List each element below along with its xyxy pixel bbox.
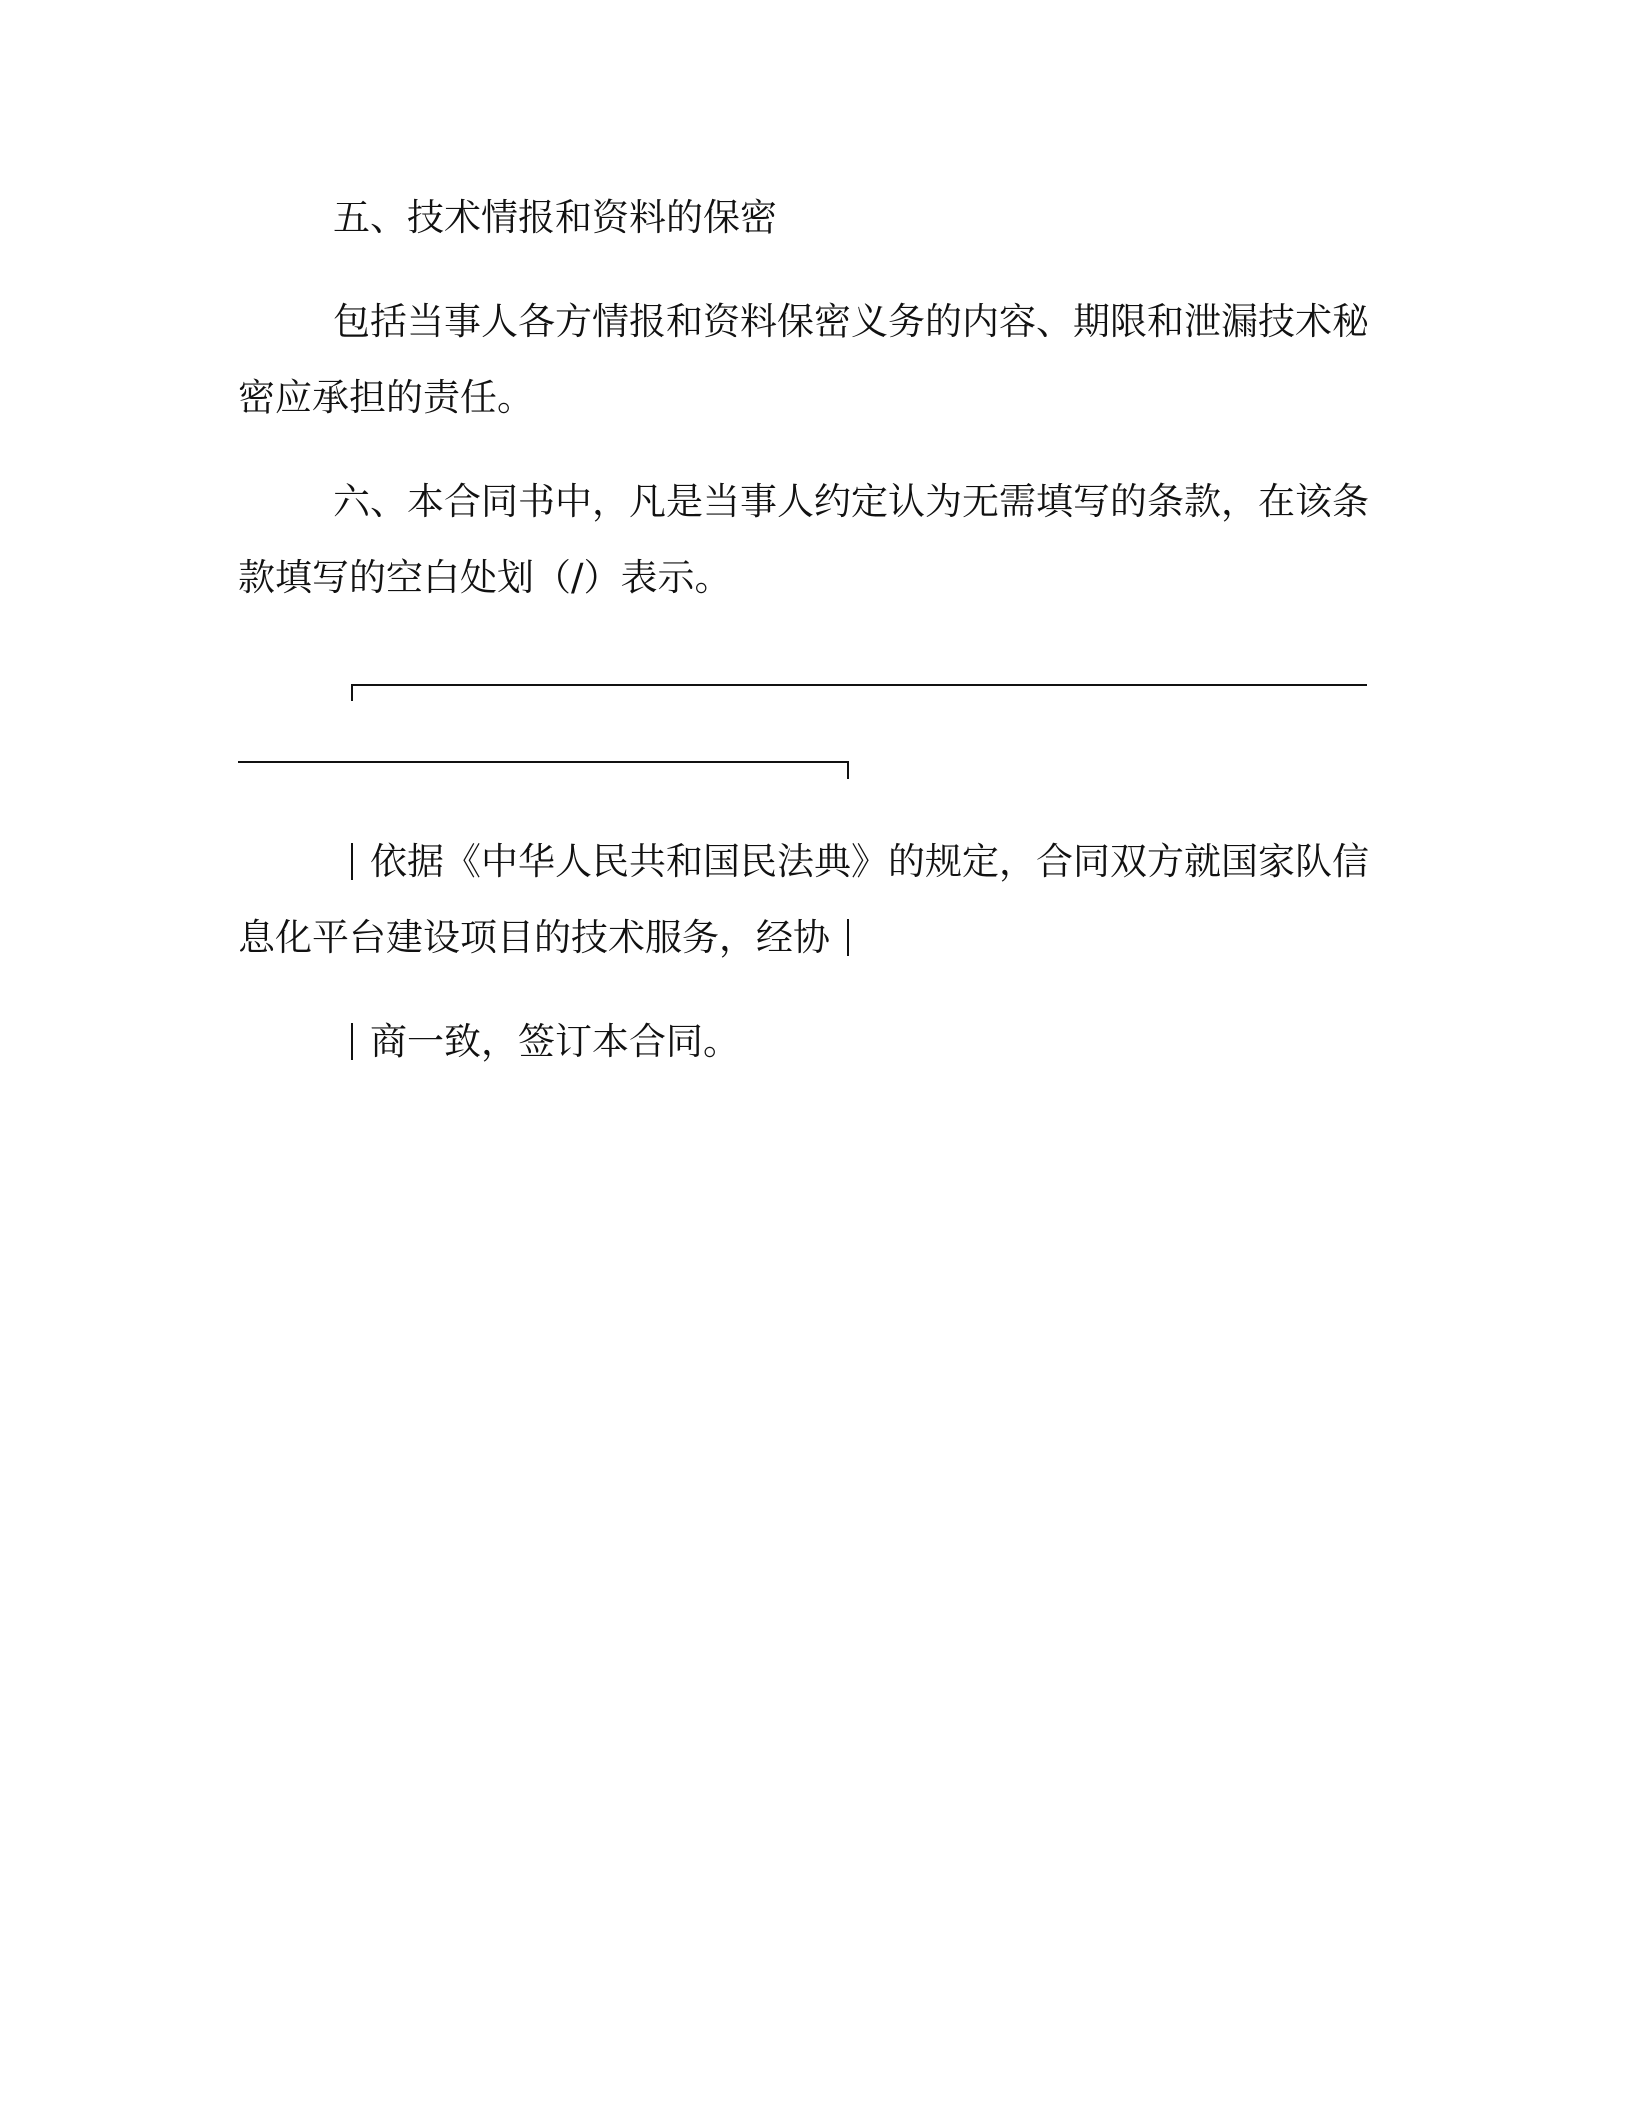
section5-heading: 五、技术情报和资料的保密 <box>333 196 777 239</box>
frame-top-rule <box>351 684 1367 686</box>
preamble-line2: 息化平台建设项目的技术服务，经协 <box>238 916 830 959</box>
section6-line2: 款填写的空白处划（/）表示。 <box>238 556 732 599</box>
preamble-line3: 商一致，签订本合同。 <box>370 1020 740 1063</box>
section5-body-line1: 包括当事人各方情报和资料保密义务的内容、期限和泄漏技术秘 <box>333 300 1369 343</box>
preamble-line1-left-bar <box>351 843 353 880</box>
preamble-line2-right-bar <box>847 919 849 956</box>
frame-bottom-right-tick <box>847 761 849 779</box>
preamble-line1: 依据《中华人民共和国民法典》的规定，合同双方就国家队信 <box>370 840 1369 883</box>
frame-top-left-tick <box>351 684 353 701</box>
section6-line1: 六、本合同书中，凡是当事人约定认为无需填写的条款，在该条 <box>333 480 1369 523</box>
preamble-line3-left-bar <box>351 1023 353 1060</box>
section5-body-line2: 密应承担的责任。 <box>238 376 534 419</box>
frame-bottom-rule <box>238 761 849 763</box>
